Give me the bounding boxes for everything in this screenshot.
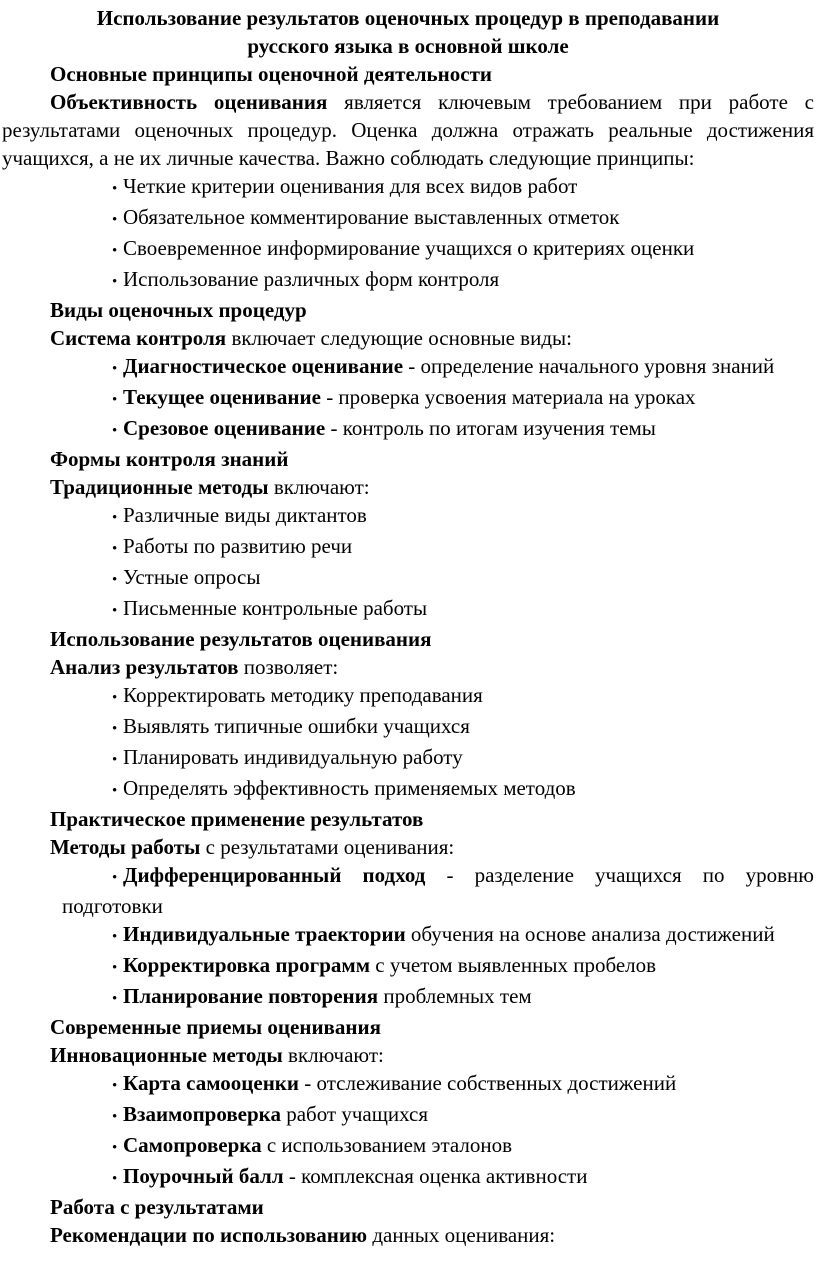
bullet-icon: • — [112, 361, 118, 377]
bullet-icon: • — [112, 960, 118, 976]
bullet-icon: • — [112, 929, 118, 945]
list-item: • Обязательное комментирование выставленных отметок — [2, 203, 814, 234]
innovative-methods-list — [2, 1069, 814, 1193]
list-item: • Индивидуальные траектории обучения на основе анализа достижений — [2, 920, 814, 951]
bullet-icon: • — [112, 752, 118, 768]
section-lead: Система контроля включает следующие основные виды: — [50, 326, 572, 350]
list-item: • Планировать индивидуальную работу — [2, 743, 814, 774]
list-item: • Использование различных форм контроля — [2, 265, 814, 296]
list-item: • Корректировать методику преподавания — [2, 681, 814, 712]
section-heading-practical-application: Практическое применение результатов — [50, 807, 424, 831]
bullet-icon: • — [112, 243, 118, 259]
list-item: • Выявлять типичные ошибки учащихся — [2, 712, 814, 743]
bullet-icon: • — [112, 181, 118, 197]
section-lead: Методы работы с результатами оценивания: — [50, 835, 455, 859]
bullet-icon: • — [112, 721, 118, 737]
bullet-icon: • — [112, 870, 118, 886]
list-item: • Диагностическое оценивание - определение начального уровня знаний — [2, 352, 814, 383]
bullet-icon: • — [112, 783, 118, 799]
list-item: • Поурочный балл - комплексная оценка активности — [2, 1162, 814, 1193]
list-item: • Карта самооценки - отслеживание собственных достижений — [2, 1069, 814, 1100]
list-item: • Своевременное информирование учащихся о критериях оценки — [2, 234, 814, 265]
bullet-icon: • — [112, 510, 118, 526]
section-heading-principles: Основные принципы оценочной деятельности — [50, 62, 492, 86]
section-lead: Традиционные методы включают: — [50, 475, 370, 499]
principles-paragraph: Объективность оценивания является ключевым требованием при работе с результатами оценочных процедур. Оценка должна отражать реальные достижения учащихся, а не их личные качества. Важно соблюдать следующие принципы: — [2, 90, 814, 170]
bullet-icon: • — [112, 1078, 118, 1094]
bullet-icon: • — [112, 991, 118, 1007]
procedure-types-list — [2, 352, 814, 445]
section-lead: Анализ результатов позволяет: — [50, 655, 339, 679]
bullet-icon: • — [112, 392, 118, 408]
bullet-icon: • — [112, 541, 118, 557]
results-usage-list — [2, 681, 814, 805]
list-item: • Срезовое оценивание - контроль по итогам изучения темы — [2, 414, 814, 445]
list-item: • Определять эффективность применяемых методов — [2, 774, 814, 805]
list-item: • Различные виды диктантов — [2, 501, 814, 532]
section-heading-control-forms: Формы контроля знаний — [50, 447, 289, 471]
bullet-icon: • — [112, 1109, 118, 1125]
section-heading-working-with-results: Работа с результатами — [50, 1195, 264, 1219]
bullet-icon: • — [112, 572, 118, 588]
list-item: • Взаимопроверка работ учащихся — [2, 1100, 814, 1131]
bullet-icon: • — [112, 1171, 118, 1187]
section-heading-modern-techniques: Современные приемы оценивания — [50, 1015, 381, 1039]
bullet-icon: • — [112, 423, 118, 439]
list-item: • Устные опросы — [2, 563, 814, 594]
bullet-icon: • — [112, 1140, 118, 1156]
list-item: • Самопроверка с использованием эталонов — [2, 1131, 814, 1162]
section-lead: Рекомендации по использованию данных оценивания: — [50, 1223, 556, 1247]
document-title: Использование результатов оценочных процедур в преподавании русского языка в основной школе — [96, 6, 720, 58]
bullet-icon: • — [112, 274, 118, 290]
section-heading-procedure-types: Виды оценочных процедур — [50, 298, 307, 322]
control-forms-list — [2, 501, 814, 625]
bullet-icon: • — [112, 212, 118, 228]
list-item: • Письменные контрольные работы — [2, 594, 814, 625]
list-item: • Работы по развитию речи — [2, 532, 814, 563]
list-item: • Дифференцированный подход - разделение учащихся по уровню подготовки — [62, 863, 814, 918]
section-heading-results-usage: Использование результатов оценивания — [50, 627, 432, 651]
list-item: • Корректировка программ с учетом выявленных пробелов — [2, 951, 814, 982]
bullet-icon: • — [112, 690, 118, 706]
principles-list — [2, 172, 814, 296]
list-item: • Четкие критерии оценивания для всех видов работ — [2, 172, 814, 203]
list-item: • Текущее оценивание - проверка усвоения материала на уроках — [2, 383, 814, 414]
practical-methods-list — [2, 861, 814, 1013]
bullet-icon: • — [112, 603, 118, 619]
section-lead: Инновационные методы включают: — [50, 1043, 384, 1067]
list-item: • Планирование повторения проблемных тем — [2, 982, 814, 1013]
